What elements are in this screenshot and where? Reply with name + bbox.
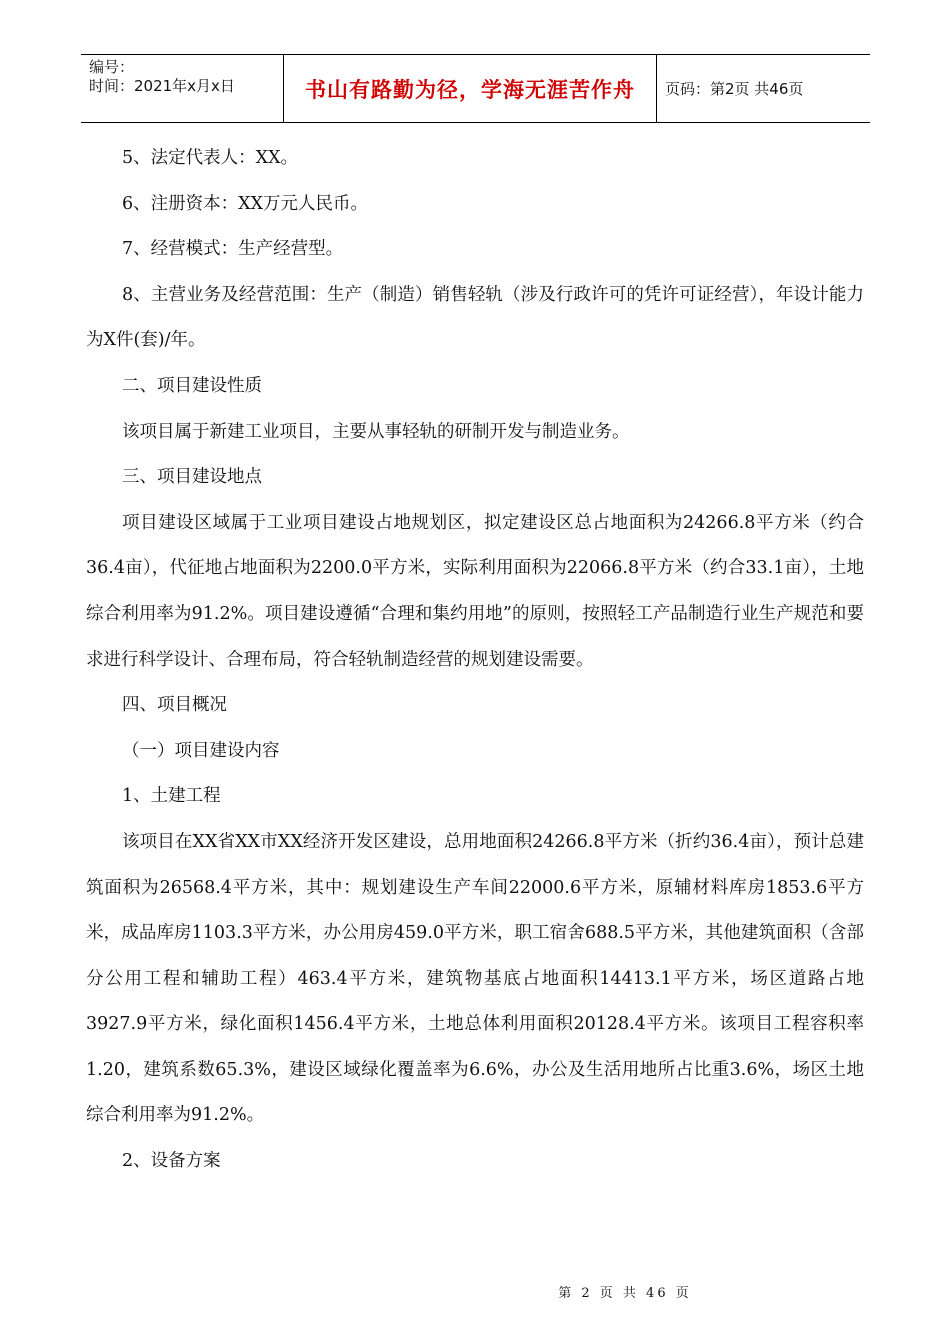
paragraph-legal-representative: 5、法定代表人：XX。 [122, 148, 299, 168]
footer-page-number: 第 2 页 共 46 页 [558, 1286, 692, 1301]
page-header [81, 54, 870, 123]
page-footer [0, 1282, 950, 1301]
section-heading-nature: 二、项目建设性质 [122, 375, 262, 396]
subsection-heading-content: （一）项目建设内容 [122, 740, 280, 761]
section-heading-overview: 四、项目概况 [122, 695, 227, 716]
item-heading-civil-works: 1、土建工程 [122, 786, 221, 807]
paragraph-civil-works: 该项目在XX省XX市XX经济开发区建设，总用地面积24266.8平方米（折约36.4亩），预计总建筑面积为26568.4平方米，其中：规划建设生产车间22000.6平方米，原辅材料库房1853.6平方米，成品库房1103.3平方米，办公用房459.0平方米，职工宿舍688.5平方米，其他建筑面积（含部分公用工程和辅助工程）463.4平方米，建筑物基底占地面积14413.1平方米，场区道路占地3927.9平方米，绿化面积1456.4平方米，土地总体利用面积20128.4平方米。该项目工程容积率1.20，建筑系数65.3%，建设区域绿化覆盖率为6.6%，办公及生活用地所占比重3.6%，场区土地综合利用率为91.2%。 [86, 831, 864, 1126]
section-heading-location: 三、项目建设地点 [122, 467, 262, 488]
paragraph-location: 项目建设区域属于工业项目建设占地规划区，拟定建设区总占地面积为24266.8平方米（约合36.4亩），代征地占地面积为2200.0平方米，实际利用面积为22066.8平方米（约合33.1亩），土地综合利用率为91.2%。项目建设遵循“合理和集约用地”的原则，按照轻工产品制造行业生产规范和要求进行科学设计、合理布局，符合轻轨制造经营的规划建设需要。 [86, 512, 864, 670]
header-motto: 书山有路勤为径，学海无涯苦作舟 [305, 76, 635, 102]
document-time-label: 时间：2021年x月x日 [89, 77, 235, 95]
item-heading-equipment: 2、设备方案 [122, 1151, 221, 1172]
paragraph-business-mode: 7、经营模式：生产经营型。 [122, 239, 344, 260]
paragraph-nature: 该项目属于新建工业项目，主要从事轻轨的研制开发与制造业务。 [122, 421, 630, 442]
header-meta [81, 55, 283, 122]
document-body [86, 136, 864, 1185]
header-page-info: 页码：第2页 共46页 [665, 80, 804, 98]
document-number-label: 编号： [89, 58, 135, 76]
paragraph-business-scope: 8、主营业务及经营范围：生产（制造）销售轻轨（涉及行政许可的凭许可证经营），年设计能力为X件(套)/年。 [86, 284, 864, 351]
header-motto-cell [283, 55, 657, 122]
paragraph-registered-capital: 6、注册资本：XX万元人民币。 [122, 193, 369, 214]
